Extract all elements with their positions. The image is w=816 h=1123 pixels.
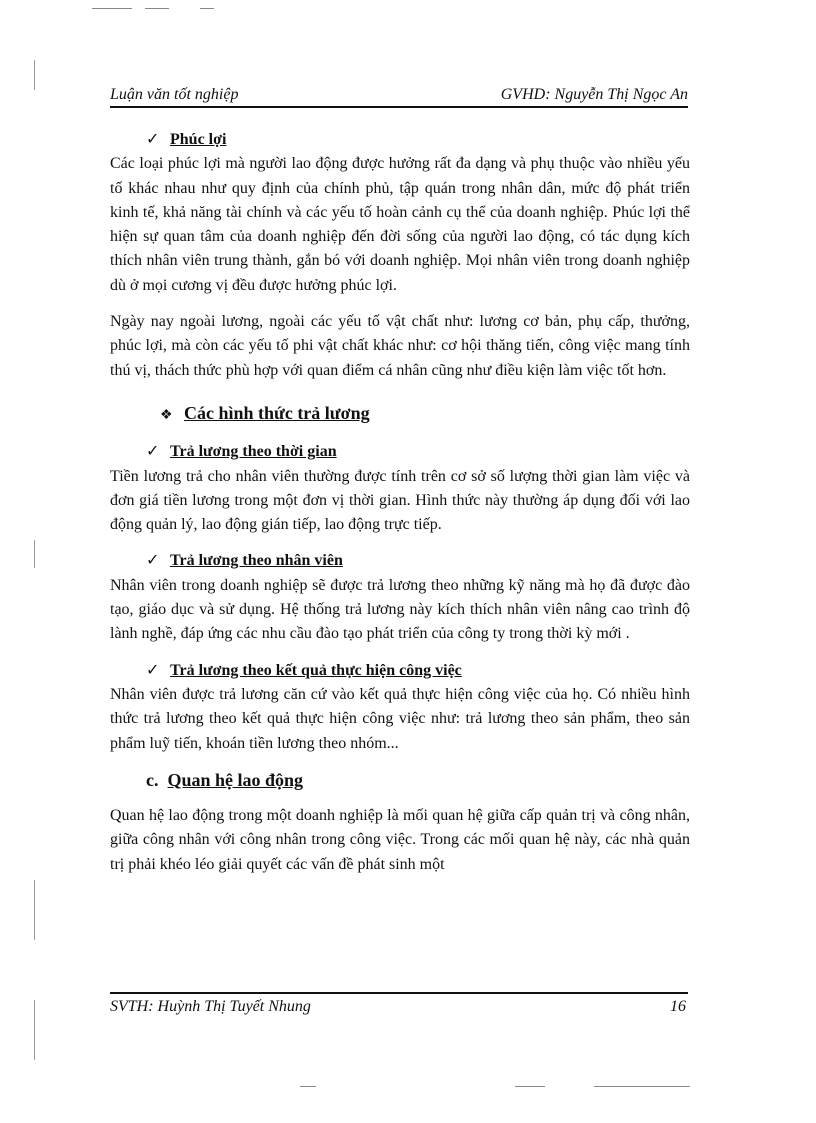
paragraph-thoi-gian: Tiền lương trả cho nhân viên thường được tính trên cơ sở số lượng thời gian làm việc và đơn giá tiền lương trong một đơn vị thời gian. Hình thức này thường áp dụng đối với lao động quản lý, lao động gián tiếp, lao động trực tiếp. [110,467,690,534]
margin-mark [34,880,35,940]
section-heading-label: Các hình thức trả lương [184,402,370,423]
section-heading-quan-he [110,768,690,792]
paragraph-quan-he: Quan hệ lao động trong một doanh nghiệp là mối quan hệ giữa cấp quản trị và công nhân, giữa công nhân với công nhân trong công việc. Trong các mối quan hệ này, các nhà quản trị phải khéo léo giải quyết các vấn đề phát sinh một [110,807,690,873]
section-heading-label: Quan hệ lao động [167,769,304,790]
header-rule [110,106,688,108]
scan-artifact [515,1086,545,1087]
subheading-phuc-loi [110,128,690,152]
subheading-nhan-vien [110,549,690,573]
page-number: 16 [670,998,686,1015]
subheading-label: Trả lương theo kết quả thực hiện công việc [170,661,462,679]
margin-mark [34,60,35,90]
scan-artifact [145,8,169,9]
paragraph-phuc-loi: Các loại phúc lợi mà người lao động được hưởng rất đa dạng và phụ thuộc vào nhiều yếu tố khác nhau như quy định của chính phủ, tập quán trong nhân dân, mức độ phát triển kinh tế, khả năng tài chính và các yếu tố hoàn cảnh cụ thể của doanh nghiệp. Phúc lợi thể hiện sự quan tâm của doanh nghiệp đến đời sống của người lao động, có tác dụng kích thích nhân viên trung thành, gắn bó với doanh nghiệp. Mọi nhân viên trong doanh nghiệp dù ở mọi cương vị đều được hưởng phúc lợi. [110,155,690,294]
check-icon: ✓ [146,661,160,679]
page-content [110,128,690,877]
margin-mark [34,1000,35,1060]
subheading-ket-qua [110,659,690,683]
paragraph-ngay-nay: Ngày nay ngoài lương, ngoài các yếu tố vật chất như: lương cơ bản, phụ cấp, thưởng, phúc lợi, mà còn các yếu tố phi vật chất khác như: cơ hội thăng tiến, công việc mang tính thú vị, thách thức phù hợp với quan điểm cá nhân cũng như điều kiện làm việc tốt hơn. [110,313,690,379]
header-left: Luận văn tốt nghiệp [110,86,239,103]
section-heading-hinh-thuc [110,401,690,428]
paragraph-nhan-vien: Nhân viên trong doanh nghiệp sẽ được trả lương theo những kỹ năng mà họ đã được đào tạo, giáo dục và sử dụng. Hệ thống trả lương này kích thích nhân viên nâng cao trình độ lành nghề, đáp ứng các nhu cầu đào tạo phát triển của công ty trong thời kỳ mới . [110,576,690,643]
scan-artifact [594,1086,690,1087]
section-number: c. [146,769,159,790]
header-right: GVHD: Nguyễn Thị Ngọc An [500,86,688,103]
scan-artifact [200,8,214,9]
paragraph-ket-qua: Nhân viên được trả lương căn cứ vào kết quả thực hiện công việc của họ. Có nhiều hình thức trả lương theo kết quả thực hiện công việc như: trả lương theo sản phẩm, theo sản phẩm luỹ tiến, khoán tiền lương theo nhóm... [110,685,690,752]
diamond-bullet-icon: ❖ [160,407,173,423]
check-icon: ✓ [146,443,160,461]
margin-mark [34,540,35,568]
subheading-label: Phúc lợi [170,131,227,148]
check-icon: ✓ [146,131,160,148]
subheading-label: Trả lương theo nhân viên [170,552,343,570]
scan-artifact [300,1086,316,1087]
footer-author: SVTH: Huỳnh Thị Tuyết Nhung [110,998,311,1015]
subheading-thoi-gian [110,440,690,464]
subheading-label: Trả lương theo thời gian [170,443,337,461]
footer-rule [110,992,688,994]
check-icon: ✓ [146,552,160,570]
scan-artifact [92,8,132,9]
